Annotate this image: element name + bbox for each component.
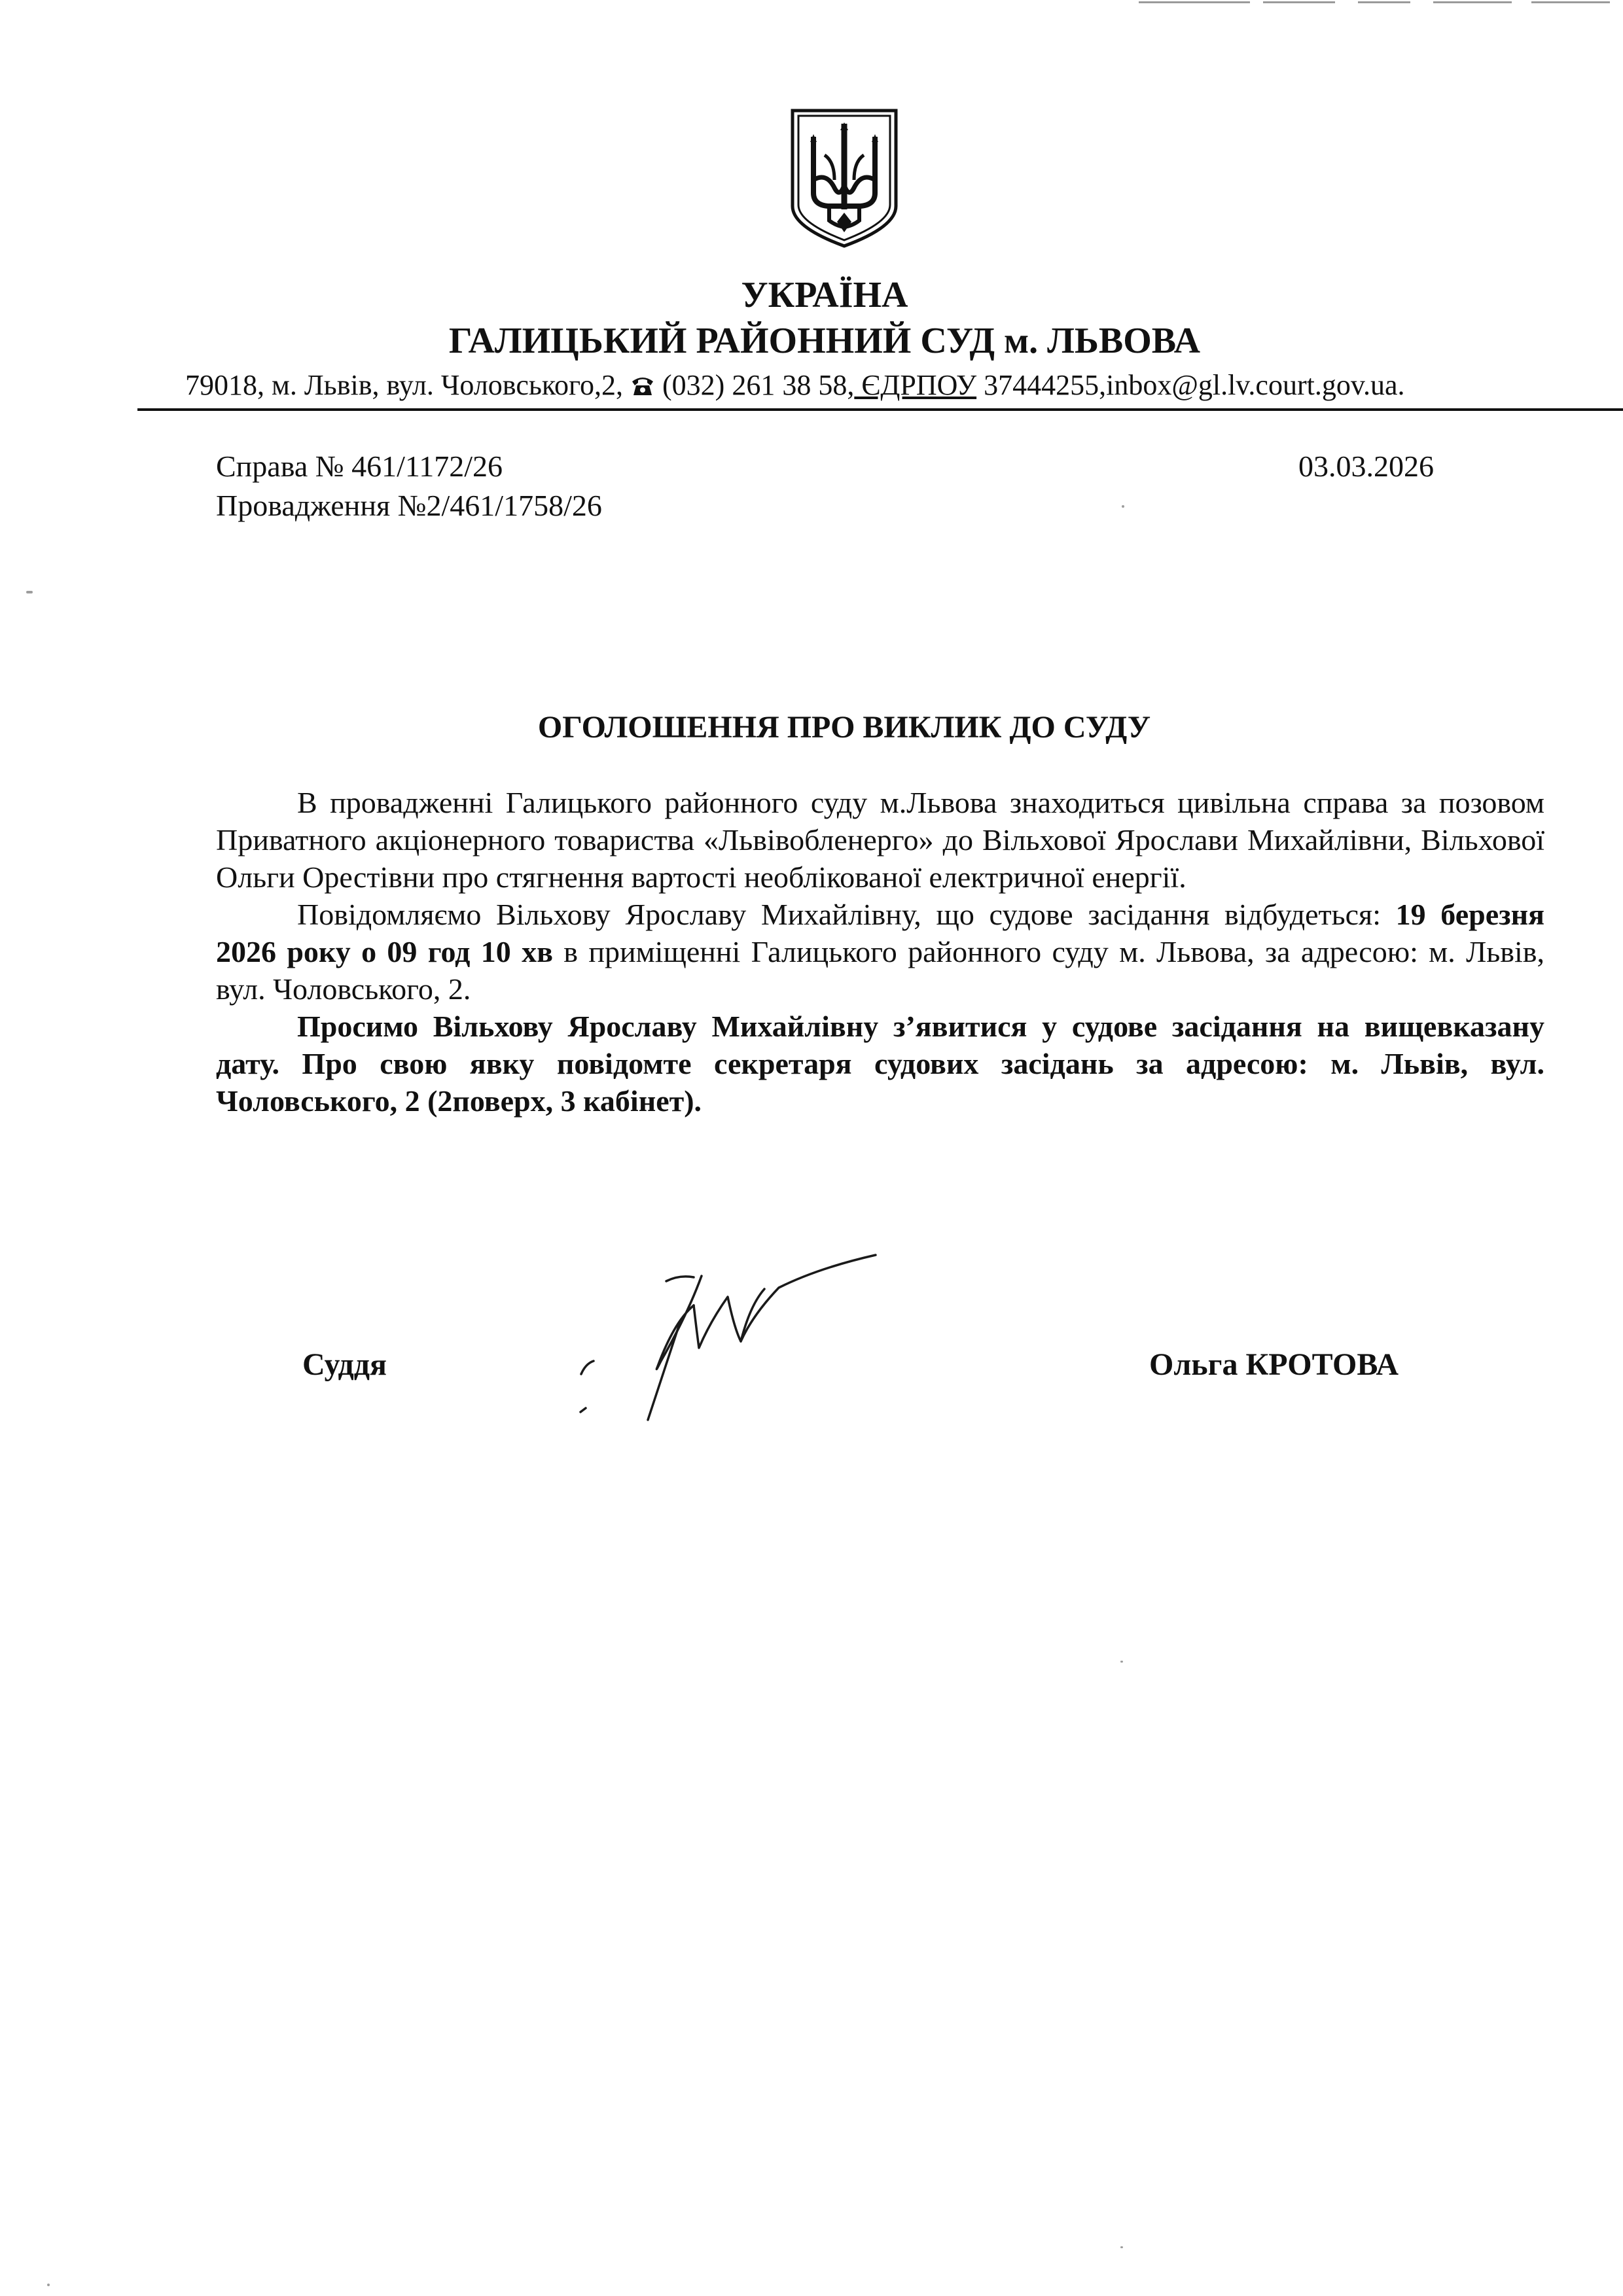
header-divider (137, 408, 1623, 411)
ukraine-trident-coat-of-arms-icon (789, 108, 900, 249)
body-paragraph-2 (216, 896, 1544, 1008)
scan-artifact-line (1358, 1, 1410, 3)
scan-speck (1120, 2246, 1123, 2248)
scan-speck (1122, 505, 1124, 508)
body-paragraph-1: В провадженні Галицького районного суду м.Львова знаходиться цивільна справа за позовом Приватного акціонерного товариства «Львівобленерго» до Вільхової Ярослави Михайлівни, Вільхової Ольги Орестівни про стягнення вартості необлікованої електричної енергії. (216, 786, 1544, 894)
hearing-notice-text: Повідомляємо Вільхову Ярославу Михайлівну, що судове засідання відбудеться: (297, 898, 1396, 931)
telephone-icon (630, 374, 655, 397)
scan-artifact-line (1531, 1, 1610, 3)
document-date: 03.03.2026 (1298, 450, 1434, 483)
scan-artifact-line (1433, 1, 1512, 3)
body-paragraph-3 (216, 1008, 1544, 1120)
handwritten-signature-icon (556, 1243, 897, 1433)
scan-speck (1120, 1661, 1123, 1663)
proceeding-number: Провадження №2/461/1758/26 (216, 489, 602, 522)
country-heading: УКРАЇНА (741, 275, 908, 315)
scan-artifact-line (1263, 1, 1335, 3)
judge-label: Суддя (302, 1347, 387, 1382)
edrpou-label: ЄДРПОУ (854, 369, 977, 401)
court-address: 79018, м. Львів, вул. Чоловського,2, (185, 369, 631, 401)
judge-name: Ольга КРОТОВА (1149, 1347, 1399, 1382)
scan-speck (47, 2284, 50, 2286)
notice-body (216, 784, 1544, 1120)
court-name-heading: ГАЛИЦЬКИЙ РАЙОННИЙ СУД м. ЛЬВОВА (448, 321, 1201, 361)
hearing-date-time: 19 березня 2026 року о 09 год 10 хв (216, 898, 1544, 968)
hearing-location-text: в приміщенні Галицького районного суду м. Львова, за адресою: м. Львів, вул. Чоловського, 2. (216, 935, 1545, 1006)
document-title: ОГОЛОШЕННЯ ПРО ВИКЛИК ДО СУДУ (537, 710, 1151, 745)
appearance-request: Просимо Вільхову Ярославу Михайлівну з’явитися у судове засідання на вищевказану дату. Про свою явку повідомте секретаря судових засідань за адресою: м. Львів, вул. Чоловського, 2 (2поверх, 3 кабінет). (216, 1010, 1544, 1118)
address-separator: , (847, 369, 855, 401)
scan-speck (26, 591, 33, 593)
scan-artifact-line (1139, 1, 1250, 3)
court-phone: (032) 261 38 58 (662, 369, 847, 401)
court-address-line (185, 367, 1405, 404)
case-number: Справа № 461/1172/26 (216, 450, 503, 483)
edrpou-and-email: 37444255,inbox@gl.lv.court.gov.ua. (976, 369, 1405, 401)
